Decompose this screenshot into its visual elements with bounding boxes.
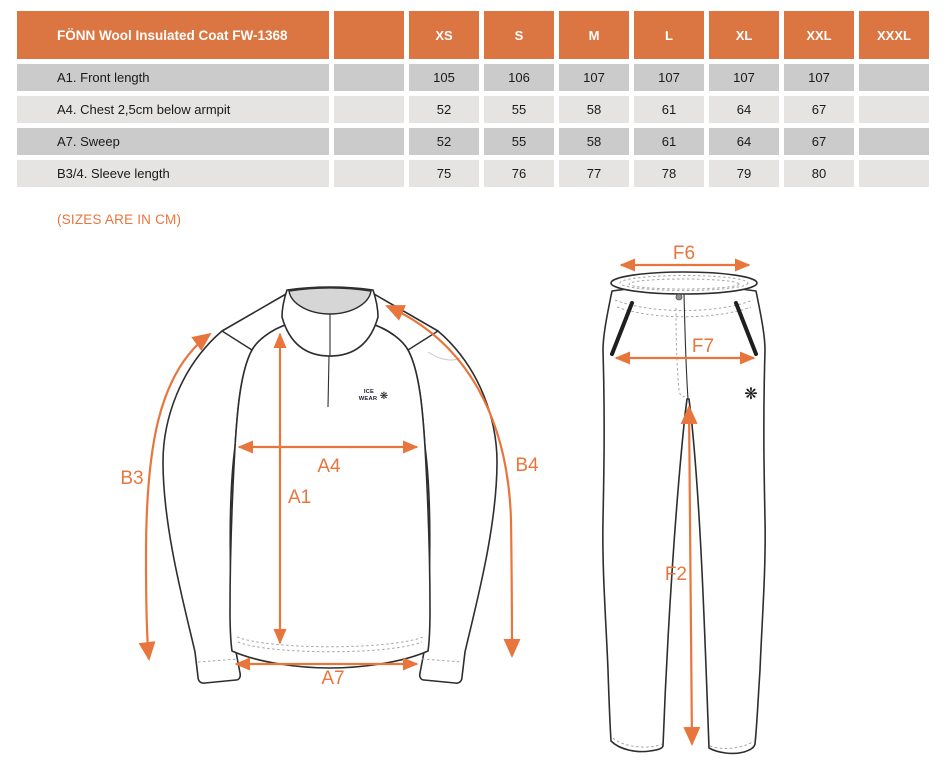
value-cell: 64 [709,96,779,123]
size-header-m: M [559,11,629,59]
label-f2: F2 [664,564,687,585]
row-label-sweep: A7. Sweep [17,128,329,155]
value-cell [859,160,929,187]
label-a1: A1 [288,487,312,508]
size-header-xxxl: XXXL [859,11,929,59]
table-title: FÖNN Wool Insulated Coat FW-1368 [17,11,329,59]
pants-snowflake-icon: ❋ [744,386,758,403]
label-b4: B4 [515,455,539,476]
value-cell: 79 [709,160,779,187]
size-table [17,11,929,187]
label-f7: F7 [691,336,715,357]
icewear-logo [359,389,388,402]
value-cell: 52 [409,128,479,155]
row-label-front-length: A1. Front length [17,64,329,91]
value-cell: 107 [559,64,629,91]
value-cell: 107 [709,64,779,91]
value-cell: 55 [484,96,554,123]
row-spacer [334,128,404,155]
value-cell: 78 [634,160,704,187]
measurement-diagram [0,242,948,782]
row-label-sleeve-length: B3/4. Sleeve length [17,160,329,187]
value-cell [859,96,929,123]
waist-button [676,294,682,300]
value-cell: 80 [784,160,854,187]
row-label-chest: A4. Chest 2,5cm below armpit [17,96,329,123]
value-cell: 67 [784,96,854,123]
row-spacer [334,64,404,91]
value-cell: 52 [409,96,479,123]
table-header-spacer [334,11,404,59]
size-header-l: L [634,11,704,59]
label-a7: A7 [321,668,345,689]
value-cell [859,64,929,91]
value-cell: 58 [559,96,629,123]
value-cell: 58 [559,128,629,155]
arrow-f2 [689,407,692,744]
label-b3: B3 [120,468,144,489]
value-cell: 67 [784,128,854,155]
value-cell: 107 [634,64,704,91]
svg-text:WEAR: WEAR [358,396,378,402]
value-cell: 107 [784,64,854,91]
row-spacer [334,96,404,123]
size-header-xs: XS [409,11,479,59]
value-cell: 64 [709,128,779,155]
value-cell: 75 [409,160,479,187]
value-cell [859,128,929,155]
pants-body [603,286,765,754]
value-cell: 76 [484,160,554,187]
label-a4: A4 [317,456,341,477]
value-cell: 106 [484,64,554,91]
svg-text:ICE: ICE [363,389,375,395]
row-spacer [334,160,404,187]
value-cell: 61 [634,128,704,155]
sizes-in-cm-note: (SIZES ARE IN CM) [57,212,182,227]
value-cell: 77 [559,160,629,187]
pants-drawing [603,272,765,753]
value-cell: 105 [409,64,479,91]
jacket-body [230,318,430,668]
value-cell: 61 [634,96,704,123]
size-header-xxl: XXL [784,11,854,59]
logo-snowflake-icon: ❋ [379,391,389,402]
label-f6: F6 [672,243,696,264]
value-cell: 55 [484,128,554,155]
size-header-s: S [484,11,554,59]
size-header-xl: XL [709,11,779,59]
